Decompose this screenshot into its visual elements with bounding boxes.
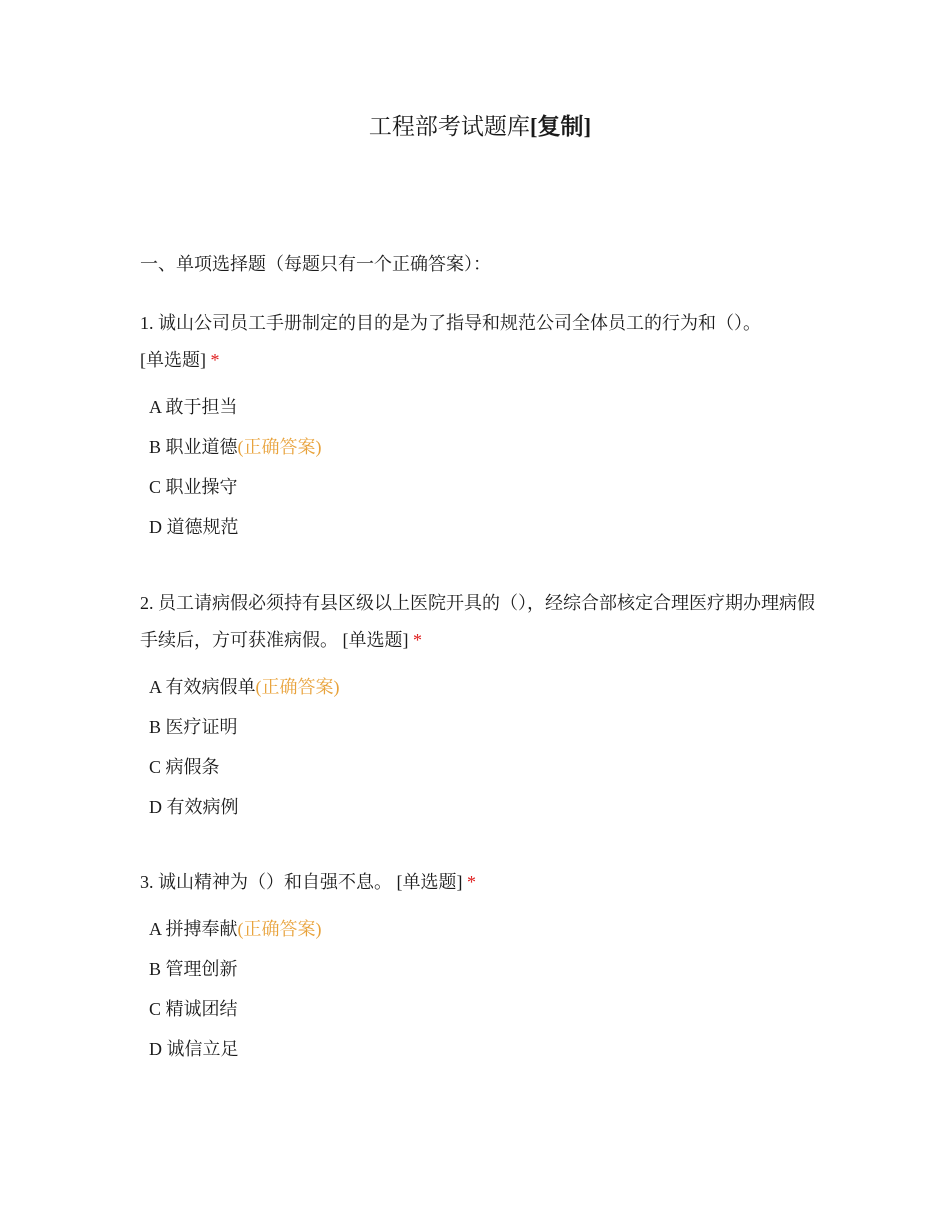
correct-answer-mark: (正确答案) (237, 437, 322, 457)
option-letter: A (149, 677, 162, 697)
question-2 (140, 585, 820, 659)
option-2d (149, 795, 239, 819)
option-3c (149, 997, 238, 1021)
option-letter: D (149, 517, 162, 537)
option-text: 有效病例 (166, 797, 239, 817)
option-2c (149, 755, 220, 779)
question-text: 1. 诚山公司员工手册制定的目的是为了指导和规范公司全体员工的行为和（）。 (140, 313, 761, 333)
option-1b (149, 435, 322, 459)
option-letter: C (149, 477, 162, 497)
option-1a (149, 395, 238, 419)
option-letter: B (149, 959, 162, 979)
required-star: * (413, 630, 422, 650)
option-letter: B (149, 717, 162, 737)
option-3a (149, 917, 322, 941)
title-main: 工程部考试题库 (368, 114, 530, 139)
option-text: 道德规范 (166, 517, 239, 537)
question-1 (140, 305, 820, 379)
page-title (0, 112, 950, 142)
option-letter: D (149, 797, 162, 817)
correct-answer-mark: (正确答案) (255, 677, 340, 697)
option-text: 诚信立足 (166, 1039, 239, 1059)
question-text: 2. 员工请病假必须持有县区级以上医院开具的（），经综合部核定合理医疗期办理病假手续后，方可获准病假。 (140, 593, 815, 650)
option-letter: C (149, 999, 162, 1019)
section-heading: 一、单项选择题（每题只有一个正确答案）： (140, 254, 491, 274)
option-text: 拼搏奉献 (165, 919, 238, 939)
required-star: * (210, 350, 220, 370)
question-type: [单选题] (140, 350, 206, 370)
option-1c (149, 475, 238, 499)
option-1d (149, 515, 239, 539)
option-3d (149, 1037, 239, 1061)
option-3b (149, 957, 238, 981)
option-text: 职业操守 (165, 477, 238, 497)
option-letter: C (149, 757, 162, 777)
question-type: [单选题] (342, 630, 409, 650)
option-text: 病假条 (165, 757, 220, 777)
required-star: * (467, 872, 476, 892)
correct-answer-mark: (正确答案) (237, 919, 322, 939)
option-text: 医疗证明 (165, 717, 238, 737)
option-2a (149, 675, 340, 699)
option-letter: A (149, 919, 162, 939)
title-suffix: [复制] (529, 114, 592, 139)
option-letter: A (149, 397, 162, 417)
option-letter: B (149, 437, 162, 457)
question-3 (140, 864, 820, 901)
option-text: 职业道德 (165, 437, 238, 457)
option-text: 有效病假单 (165, 677, 256, 697)
question-type: [单选题] (396, 872, 463, 892)
option-text: 精诚团结 (165, 999, 238, 1019)
option-text: 管理创新 (165, 959, 238, 979)
option-text: 敢于担当 (165, 397, 238, 417)
option-2b (149, 715, 238, 739)
question-text: 3. 诚山精神为（）和自强不息。 (140, 872, 392, 892)
option-letter: D (149, 1039, 162, 1059)
